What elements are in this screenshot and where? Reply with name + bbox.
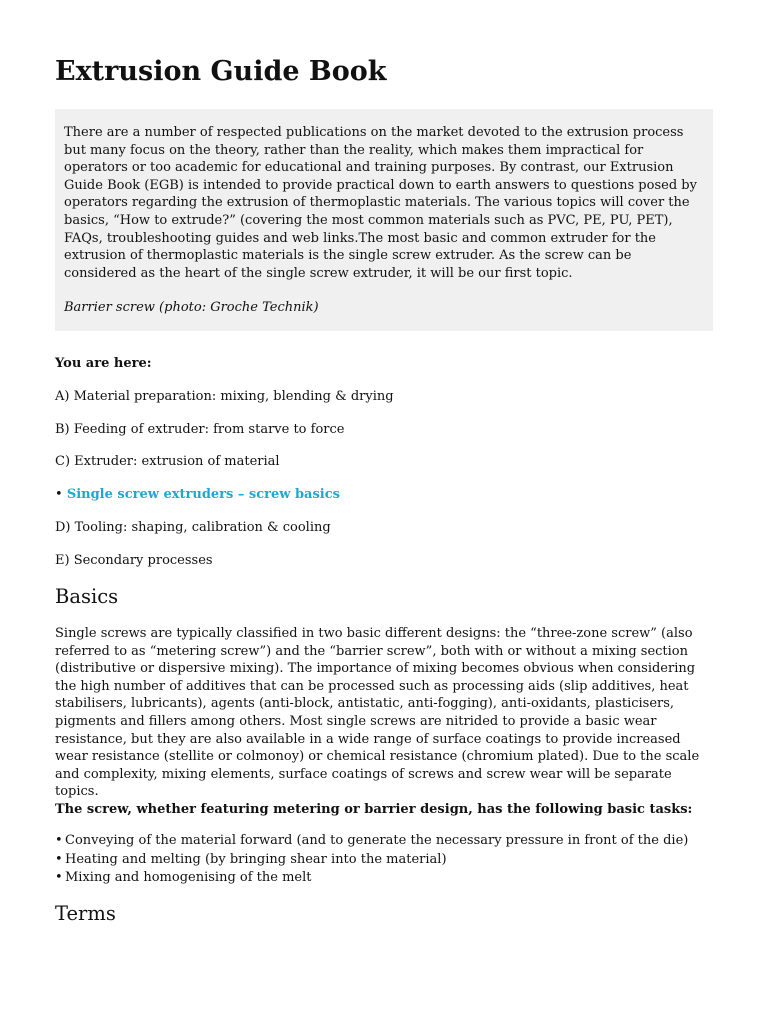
bullet-icon: • [55, 487, 63, 502]
basics-heading: Basics [55, 585, 119, 608]
basics-paragraph: Single screws are typically classified in two basic different designs: the “three-zone screw” (also referred to as “metering screw”) and the “barrier screw”, both with or without a mixing section (distributive or dispersive mixing). The importance of mixing becomes obvious when considering the high number of additives that can be processed such as processing aids (slip additives, heat stabilisers, lubricants), agents (anti-block, antistatic, anti-fogging), anti-oxidants, plasticisers, pigments and fillers among others. Most single screws are nitrided to provide a basic wear resistance, but they are also available in a wide range of surface coatings to provide increased wear resistance (stellite or colmonoy) or chemical resistance (chromium plated). Due to the scale and complexity, mixing elements, surface coatings of screws and screw wear will be separate topics. [55, 626, 700, 800]
breadcrumb-item-d[interactable]: D) Tooling: shaping, calibration & cooling [55, 520, 331, 535]
terms-heading: Terms [55, 902, 116, 925]
list-item: • Heating and melting (by bringing shear into the material) [55, 851, 688, 870]
breadcrumb-heading: You are here: [55, 356, 152, 371]
breadcrumb-item-c[interactable]: C) Extruder: extrusion of material [55, 454, 280, 469]
breadcrumb-current [55, 486, 340, 503]
list-item: • Mixing and homogenising of the melt [55, 869, 688, 888]
breadcrumb-item-a[interactable]: A) Material preparation: mixing, blending & drying [55, 389, 394, 404]
intro-box [55, 109, 713, 331]
page-title: Extrusion Guide Book [55, 56, 387, 87]
breadcrumb-item-b[interactable]: B) Feeding of extruder: from starve to force [55, 422, 345, 437]
tasks-list [55, 832, 688, 888]
intro-text: There are a number of respected publications on the market devoted to the extrusion process but many focus on the theory, rather than the reality, which makes them impractical for operators or too academic for educational and training purposes. By contrast, our Extrusion Guide Book (EGB) is intended to provide practical down to earth answers to questions posed by operators regarding the extrusion of thermoplastic materials. The various topics will cover the basics, “How to extrude?” (covering the most common materials such as PVC, PE, PU, PET), FAQs, troubleshooting guides and web links.The most basic and common extruder for the extrusion of thermoplastic materials is the single screw extruder. As the screw can be considered as the heart of the single screw extruder, it will be our first topic. [64, 125, 697, 281]
breadcrumb-item-e[interactable]: E) Secondary processes [55, 553, 213, 568]
list-item: • Conveying of the material forward (and to generate the necessary pressure in front of the die) [55, 832, 688, 851]
tasks-heading: The screw, whether featuring metering or barrier design, has the following basic tasks: [55, 802, 693, 817]
current-topic-link[interactable]: Single screw extruders – screw basics [66, 487, 340, 502]
image-caption: Barrier screw (photo: Groche Technik) [64, 300, 319, 315]
